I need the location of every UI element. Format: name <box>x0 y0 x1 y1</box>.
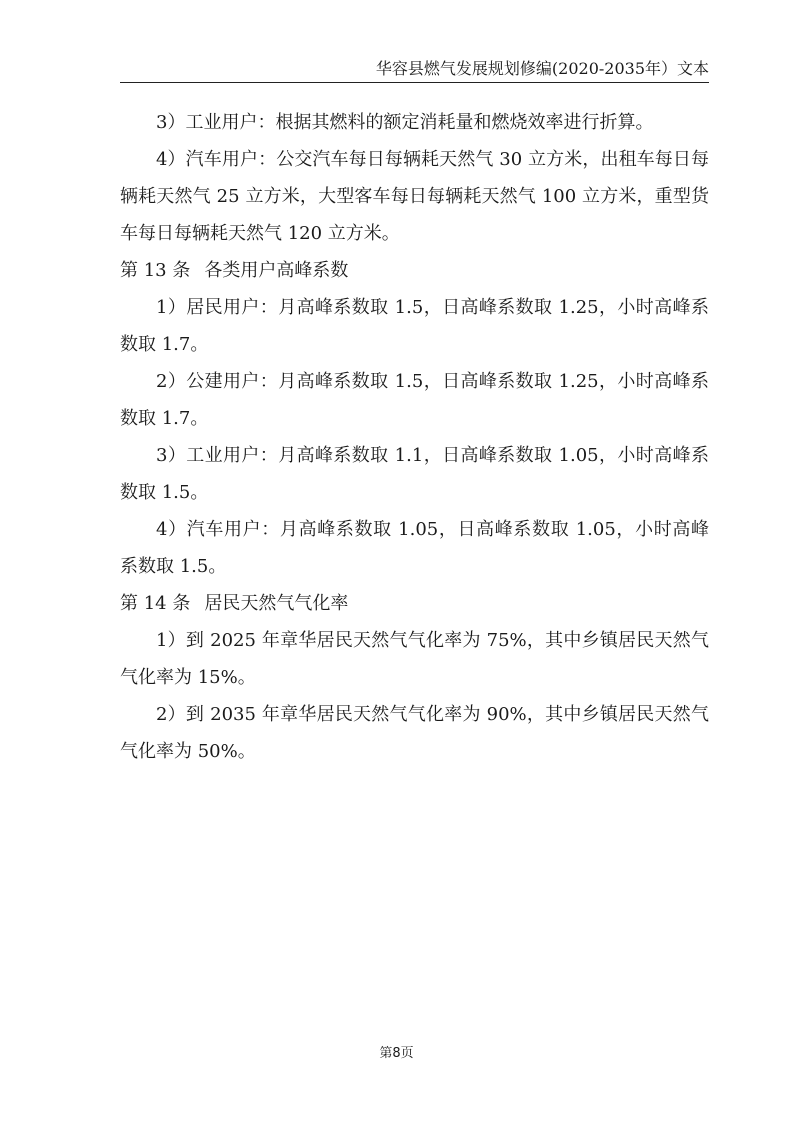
paragraph-industrial-peak: 3）工业用户：月高峰系数取 1.1，日高峰系数取 1.05，小时高峰系数取 1.5。 <box>120 445 709 503</box>
paragraph-gasification-2025: 1）到 2025 年章华居民天然气气化率为 75%，其中乡镇居民天然气气化率为 15%。 <box>120 630 709 688</box>
page-header <box>120 58 709 83</box>
article-13-heading <box>120 252 709 289</box>
page-number: 第8页 <box>379 1046 414 1061</box>
article-title: 居民天然气气化率 <box>204 593 349 614</box>
article-number: 第 13 条 <box>120 260 191 281</box>
page-footer <box>0 1042 793 1061</box>
document-title: 华容县燃气发展规划修编(2020-2035年）文本 <box>375 59 709 78</box>
paragraph-vehicle-peak: 4）汽车用户：月高峰系数取 1.05，日高峰系数取 1.05，小时高峰系数取 1.5。 <box>120 519 709 577</box>
paragraph-residential-peak: 1）居民用户：月高峰系数取 1.5，日高峰系数取 1.25，小时高峰系数取 1.7。 <box>120 297 709 355</box>
document-body <box>120 104 709 770</box>
article-14-heading <box>120 585 709 622</box>
article-title: 各类用户高峰系数 <box>204 260 349 281</box>
paragraph-industrial-users: 3）工业用户：根据其燃料的额定消耗量和燃烧效率进行折算。 <box>156 112 654 133</box>
paragraph-vehicle-users: 4）汽车用户：公交汽车每日每辆耗天然气 30 立方米，出租车每日每辆耗天然气 25 立方米，大型客车每日每辆耗天然气 100 立方米，重型货车每日每辆耗天然气 120 立方米。 <box>120 149 709 244</box>
paragraph-public-peak: 2）公建用户：月高峰系数取 1.5，日高峰系数取 1.25，小时高峰系数取 1.7。 <box>120 371 709 429</box>
paragraph-gasification-2035: 2）到 2035 年章华居民天然气气化率为 90%，其中乡镇居民天然气气化率为 50%。 <box>120 704 709 762</box>
article-number: 第 14 条 <box>120 593 191 614</box>
